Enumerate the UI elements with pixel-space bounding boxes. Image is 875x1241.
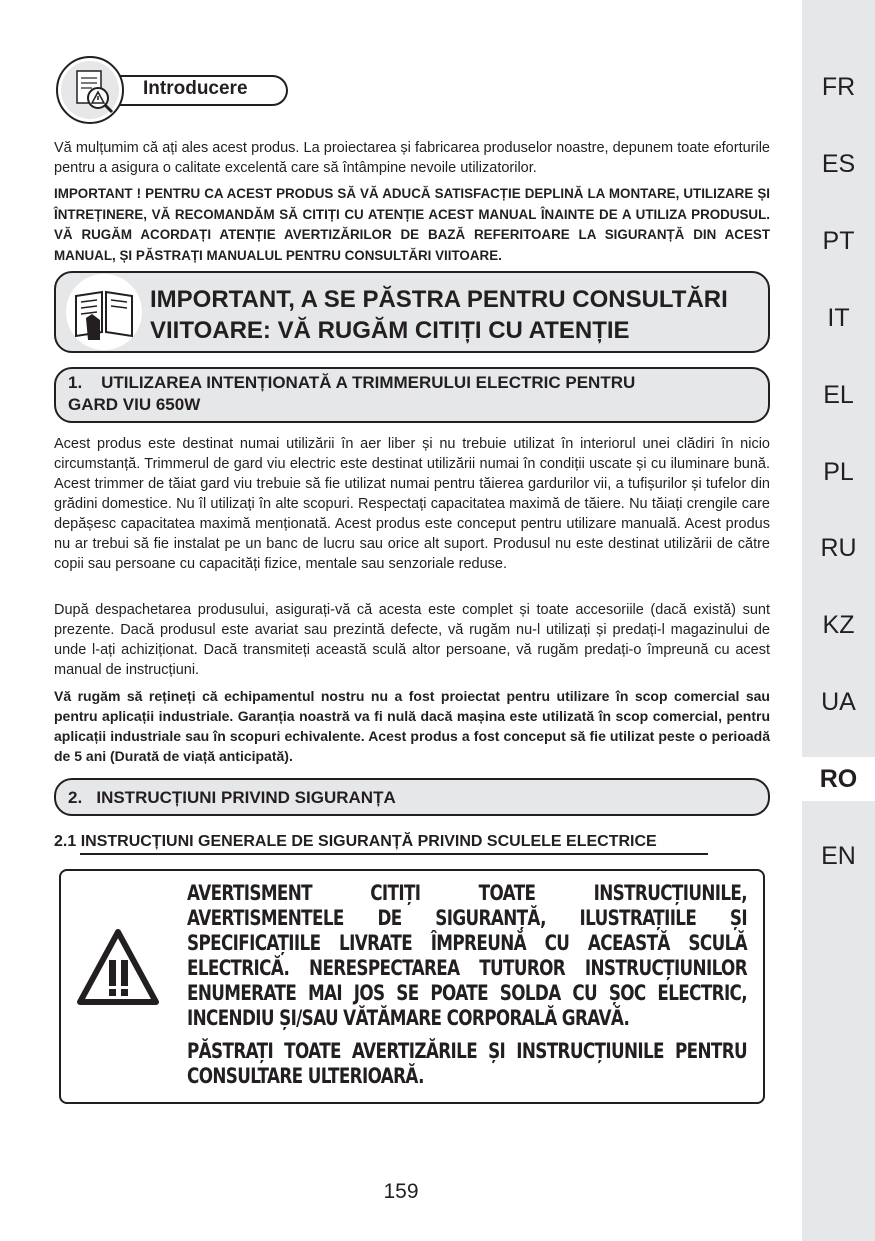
reading-manual-icon <box>66 274 142 350</box>
section-2-title: 2. INSTRUCȚIUNI PRIVIND SIGURANȚA <box>68 788 396 807</box>
lang-tab-pt[interactable]: PT <box>822 227 855 255</box>
section-1-paragraph-3: Vă rugăm să rețineți că echipamentul nostru nu a fost proiectat pentru utilizare în scop comercial sau pentru aplicații industriale. Garanția noastră va fi nulă dacă mașina este utilizată în scop comercial, pentru aplicații industriale sau în scopuri echivalente. Acest produs a fost conceput să fie utilizat peste o perioadă de 5 ani (Durată de viață anticipată). <box>54 688 770 764</box>
language-sidebar <box>802 0 875 1241</box>
lang-tab-ru[interactable]: RU <box>820 534 857 562</box>
section-1-paragraph-1: Acest produs este destinat numai utilizării în aer liber și nu trebuie utilizat în interiorul unei clădiri în nicio circumstanță. Trimmerul de gard viu electric este destinat utilizării numai în condiții uscate și cu iluminare bună. Acest trimmer de tăiat gard viu trebuie să fie utilizat numai pentru tăierea gardurilor vii, a tufișurilor și tufelor din grădini domestice. Nu îl utilizați în alte scopuri. Respectați capacitatea maximă de tăiere. Nu tăiați crengile care depășesc capacitatea maximă menționată. Acest produs este conceput pentru utilizare manuală. Acest produs nu ar trebui să fie instalat pe un banc de lucru sau orice alt suport. Produsul nu este destinat utilizării de către copii sau persoane cu capacități fizice, mentale sau senzoriale reduse. <box>54 436 770 572</box>
intro-paragraph: Vă mulțumim că ați ales acest produs. La proiectarea și fabricarea produselor noastre, depunem toate eforturile pentru a asigura o calitate excelentă care să întâmpine nevoile utilizatorilor. <box>54 140 770 176</box>
intro-icon-badge <box>56 56 124 124</box>
subsection-number: 2.1 <box>54 833 81 850</box>
lang-tab-en[interactable]: EN <box>821 842 856 870</box>
lang-tab-it[interactable]: IT <box>827 304 850 332</box>
lang-tab-ro[interactable]: RO <box>819 765 858 793</box>
subsection-heading: INSTRUCȚIUNI GENERALE DE SIGURANȚĂ PRIVIND SCULELE ELECTRICE <box>80 833 657 850</box>
important-notice-paragraph: IMPORTANT ! PENTRU CA ACEST PRODUS SĂ VĂ ADUCĂ SATISFACȚIE DEPLINĂ LA MONTARE, UTILIZARE ȘI ÎNTREȚINERE, VĂ RECOMANDĂM SĂ CITIȚI CU ATENȚIE ACEST MANUAL ÎNAINTE DE A UTILIZA PRODUSUL. VĂ RUGĂM ACORDAȚI ATENȚIE AVERTIZĂRILOR DE BAZĂ REFERITOARE LA SIGURANȚĂ DIN ACEST MANUAL, ȘI PĂSTRAȚI MANUALUL PENTRU CONSULTĂRI VIITOARE. <box>54 186 770 263</box>
lang-tab-kz[interactable]: KZ <box>822 611 855 639</box>
lang-tab-el[interactable]: EL <box>823 381 854 409</box>
important-line-1: IMPORTANT, A SE PĂSTRA PENTRU CONSULTĂRI <box>150 286 728 313</box>
subsection-underline <box>80 853 708 855</box>
section-1-title-line-2: GARD VIU 650W <box>68 395 201 414</box>
lang-tab-pl[interactable]: PL <box>823 458 854 486</box>
lang-tab-ua[interactable]: UA <box>821 688 856 716</box>
lang-tab-fr[interactable]: FR <box>821 73 856 101</box>
warning-text-keep: PĂSTRAȚI TOATE AVERTIZĂRILE ȘI INSTRUCȚIUNILE PENTRU CONSULTARE ULTERIOARĂ. <box>187 1039 747 1088</box>
section-1-title <box>68 372 635 416</box>
lang-tab-es[interactable]: ES <box>821 150 856 178</box>
page-number: 159 <box>383 1180 419 1203</box>
section-1-title-line-1: 1. UTILIZAREA INTENȚIONATĂ A TRIMMERULUI ELECTRIC PENTRU <box>68 373 636 392</box>
important-keep-text <box>150 284 750 346</box>
important-line-2: VIITOARE: VĂ RUGĂM CITIȚI CU ATENȚIE <box>150 317 630 344</box>
warning-triangle-icon <box>76 926 160 1010</box>
warning-text-main: AVERTISMENT CITIȚI TOATE INSTRUCȚIUNILE, AVERTISMENTELE DE SIGURANȚĂ, ILUSTRAȚIILE ȘI SPECIFICAȚIILE LIVRATE ÎMPREUNĂ CU ACEASTĂ SCULĂ ELECTRICĂ. NERESPECTAREA TUTUROR INSTRUCȚIUNILOR ENUMERATE MAI JOS SE POATE SOLDA CU ȘOC ELECTRIC, INCENDIU ȘI/SAU VĂTĂMARE CORPORALĂ GRAVĂ. <box>187 881 747 1030</box>
important-icon-badge <box>66 274 142 350</box>
subsection-2-1-title <box>54 833 657 851</box>
manual-warning-icon <box>58 58 122 122</box>
intro-title: Introducere <box>143 78 248 99</box>
section-1-paragraph-2: După despachetarea produsului, asigurați-vă că acesta este complet și toate accesoriile (dacă există) sunt prezente. Dacă produsul este avariat sau prezintă defecte, vă rugăm nu-l utilizați și predați-l magazinului de unde l-ați achiziționat. Dacă transmiteți această sculă altor persoane, vă rugăm predați-o împreună cu acest manual de instrucțiuni. <box>54 602 770 678</box>
